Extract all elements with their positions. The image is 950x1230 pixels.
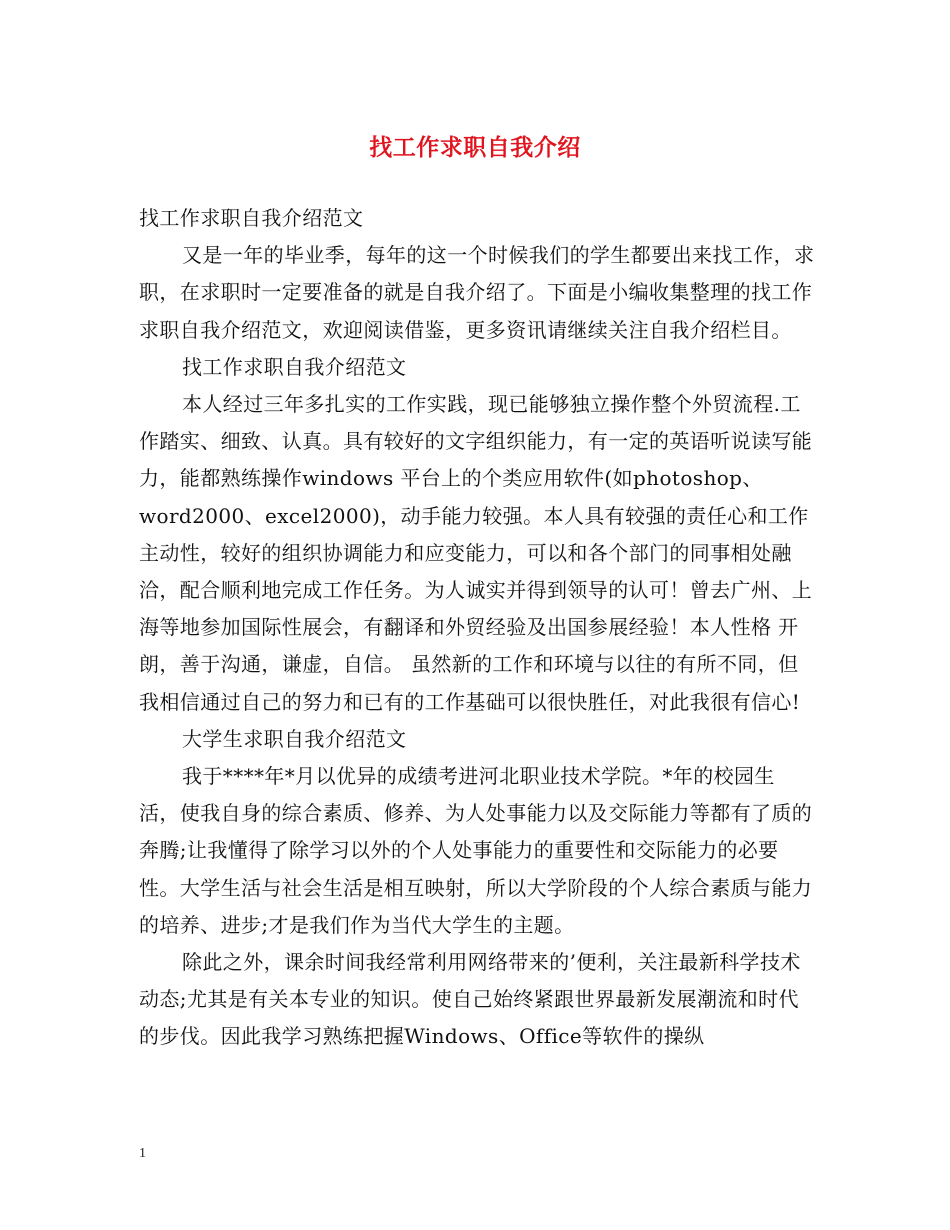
section-heading: 找工作求职自我介绍范文 [139, 206, 364, 230]
section-heading: 大学生求职自我介绍范文 [182, 726, 407, 751]
document-body [139, 200, 815, 1056]
document-title: 找工作求职自我介绍 [369, 134, 581, 161]
page-number: 1 [139, 1146, 146, 1161]
body-paragraph: 本人经过三年多扎实的工作实践，现已能够独立操作整个外贸流程.工作踏实、细致、认真。具有较好的文字组织能力，有一定的英语听说读写能力，能都熟练操作windows 平台上的个类应用软件(如photoshop、word2000、excel2000)，动手能力较强。本人具有较强的责任心和工作主动性，较好的组织协调能力和应变能力，可以和各个部门的同事相处融洽，配合顺利地完成工作任务。为人诚实并得到领导的认可！曾去广州、上海等地参加国际性展会，有翻译和外贸经验及出国参展经验！本人性格 开朗，善于沟通，谦虚，自信。 虽然新的工作和环境与以往的有所不同，但我相信通过自己的努力和已有的工作基础可以很快胜任，对此我很有信心! [139, 392, 813, 714]
intro-paragraph: 又是一年的毕业季，每年的这一个时候我们的学生都要出来找工作，求职，在求职时一定要准备的就是自我介绍了。下面是小编收集整理的找工作求职自我介绍范文，欢迎阅读借鉴，更多资讯请继续关注自我介绍栏目。 [139, 243, 815, 342]
body-paragraph: 我于****年*月以优异的成绩考进河北职业技术学院。*年的校园生活，使我自身的综合素质、修养、为人处事能力以及交际能力等都有了质的奔腾;让我懂得了除学习以外的个人处事能力的重要性和交际能力的必要性。大学生活与社会生活是相互映射，所以大学阶段的个人综合素质与能力的培养、进步;才是我们作为当代大学生的主题。 [139, 764, 813, 937]
body-paragraph: 除此之外，课余时间我经常利用网络带来的’便利，关注最新科学技术动态;尤其是有关本专业的知识。使自己始终紧跟世界最新发展潮流和时代的步伐。因此我学习熟练把握Windows、Office等软件的操纵 [139, 950, 801, 1049]
section-heading: 找工作求职自我介绍范文 [182, 354, 407, 379]
